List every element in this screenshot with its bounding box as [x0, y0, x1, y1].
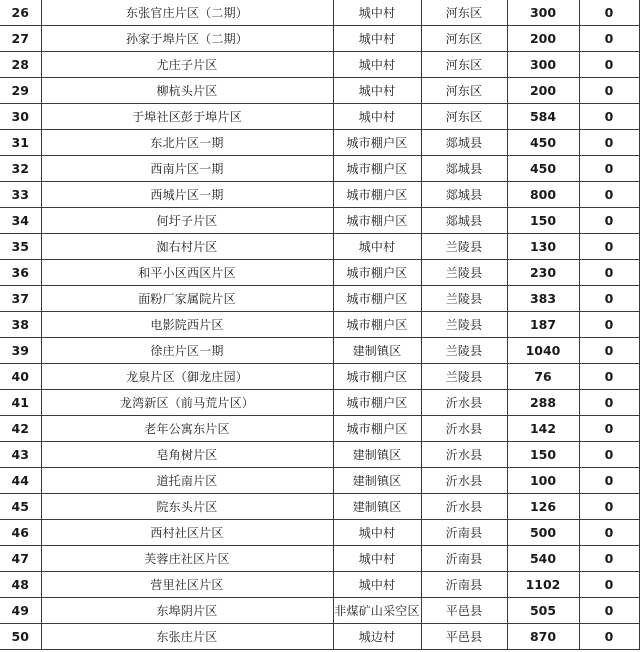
- table-row: [0, 0, 639, 26]
- table-row: [0, 234, 639, 260]
- row-number: 28: [0, 52, 41, 78]
- district: 平邑县: [421, 598, 507, 624]
- area-name: 东张庄片区: [41, 624, 333, 650]
- row-number: 45: [0, 494, 41, 520]
- area-name: 龙湾新区（前马荒片区）: [41, 390, 333, 416]
- area-name: 孙家于埠片区（二期）: [41, 26, 333, 52]
- area-type: 城中村: [333, 234, 421, 260]
- row-number: 39: [0, 338, 41, 364]
- district: 郯城县: [421, 208, 507, 234]
- district: 郯城县: [421, 182, 507, 208]
- area-type: 城市棚户区: [333, 130, 421, 156]
- households: 130: [507, 234, 579, 260]
- area-name: 西村社区片区: [41, 520, 333, 546]
- area-type: 建制镇区: [333, 468, 421, 494]
- district: 沂水县: [421, 390, 507, 416]
- area-type: 城市棚户区: [333, 156, 421, 182]
- area-type: 建制镇区: [333, 494, 421, 520]
- households: 584: [507, 104, 579, 130]
- district: 郯城县: [421, 156, 507, 182]
- area-type: 城市棚户区: [333, 260, 421, 286]
- households: 300: [507, 52, 579, 78]
- area-type: 城中村: [333, 78, 421, 104]
- count-value: 0: [579, 260, 639, 286]
- district: 沂水县: [421, 416, 507, 442]
- area-type: 城市棚户区: [333, 390, 421, 416]
- row-number: 26: [0, 0, 41, 26]
- area-type: 城中村: [333, 52, 421, 78]
- count-value: 0: [579, 598, 639, 624]
- area-type: 城中村: [333, 572, 421, 598]
- table-row: [0, 286, 639, 312]
- row-number: 32: [0, 156, 41, 182]
- table-row: [0, 130, 639, 156]
- table-row: [0, 338, 639, 364]
- row-number: 38: [0, 312, 41, 338]
- count-value: 0: [579, 520, 639, 546]
- households: 540: [507, 546, 579, 572]
- area-name: 柳杭头片区: [41, 78, 333, 104]
- households: 870: [507, 624, 579, 650]
- households: 187: [507, 312, 579, 338]
- row-number: 37: [0, 286, 41, 312]
- households: 505: [507, 598, 579, 624]
- table-row: [0, 78, 639, 104]
- row-number: 27: [0, 26, 41, 52]
- households: 76: [507, 364, 579, 390]
- count-value: 0: [579, 182, 639, 208]
- area-type: 城市棚户区: [333, 182, 421, 208]
- households: 300: [507, 0, 579, 26]
- count-value: 0: [579, 156, 639, 182]
- row-number: 49: [0, 598, 41, 624]
- row-number: 48: [0, 572, 41, 598]
- row-number: 36: [0, 260, 41, 286]
- count-value: 0: [579, 390, 639, 416]
- district: 兰陵县: [421, 312, 507, 338]
- count-value: 0: [579, 338, 639, 364]
- area-name: 尤庄子片区: [41, 52, 333, 78]
- area-name: 东张官庄片区（二期）: [41, 0, 333, 26]
- area-name: 和平小区西区片区: [41, 260, 333, 286]
- district: 河东区: [421, 26, 507, 52]
- households: 500: [507, 520, 579, 546]
- area-type: 城中村: [333, 546, 421, 572]
- count-value: 0: [579, 572, 639, 598]
- households: 1102: [507, 572, 579, 598]
- households: 100: [507, 468, 579, 494]
- row-number: 47: [0, 546, 41, 572]
- count-value: 0: [579, 208, 639, 234]
- row-number: 44: [0, 468, 41, 494]
- count-value: 0: [579, 26, 639, 52]
- district: 河东区: [421, 0, 507, 26]
- count-value: 0: [579, 494, 639, 520]
- area-type: 建制镇区: [333, 338, 421, 364]
- table-row: [0, 468, 639, 494]
- count-value: 0: [579, 468, 639, 494]
- district: 平邑县: [421, 624, 507, 650]
- count-value: 0: [579, 416, 639, 442]
- table-row: [0, 312, 639, 338]
- row-number: 42: [0, 416, 41, 442]
- row-number: 41: [0, 390, 41, 416]
- area-type: 城中村: [333, 0, 421, 26]
- area-name: 老年公寓东片区: [41, 416, 333, 442]
- table-row: [0, 598, 639, 624]
- households: 150: [507, 442, 579, 468]
- households: 200: [507, 26, 579, 52]
- households: 288: [507, 390, 579, 416]
- table-row: [0, 572, 639, 598]
- district: 兰陵县: [421, 286, 507, 312]
- area-name: 营里社区片区: [41, 572, 333, 598]
- district: 沂南县: [421, 572, 507, 598]
- count-value: 0: [579, 364, 639, 390]
- households: 230: [507, 260, 579, 286]
- row-number: 33: [0, 182, 41, 208]
- count-value: 0: [579, 546, 639, 572]
- row-number: 46: [0, 520, 41, 546]
- table-row: [0, 26, 639, 52]
- district: 沂南县: [421, 520, 507, 546]
- area-name: 龙泉片区（御龙庄园）: [41, 364, 333, 390]
- area-name: 东北片区一期: [41, 130, 333, 156]
- area-type: 非煤矿山采空区: [333, 598, 421, 624]
- area-name: 洳右村片区: [41, 234, 333, 260]
- district: 兰陵县: [421, 234, 507, 260]
- area-name: 皂角树片区: [41, 442, 333, 468]
- row-number: 31: [0, 130, 41, 156]
- row-number: 34: [0, 208, 41, 234]
- table-row: [0, 494, 639, 520]
- district: 兰陵县: [421, 364, 507, 390]
- count-value: 0: [579, 130, 639, 156]
- area-name: 西南片区一期: [41, 156, 333, 182]
- area-type: 城市棚户区: [333, 208, 421, 234]
- households: 150: [507, 208, 579, 234]
- area-type: 城市棚户区: [333, 286, 421, 312]
- table-row: [0, 208, 639, 234]
- district: 郯城县: [421, 130, 507, 156]
- table-row: [0, 182, 639, 208]
- area-name: 徐庄片区一期: [41, 338, 333, 364]
- district: 兰陵县: [421, 338, 507, 364]
- district: 河东区: [421, 78, 507, 104]
- table-row: [0, 520, 639, 546]
- area-name: 东埠阴片区: [41, 598, 333, 624]
- count-value: 0: [579, 234, 639, 260]
- row-number: 43: [0, 442, 41, 468]
- households: 800: [507, 182, 579, 208]
- count-value: 0: [579, 0, 639, 26]
- area-type: 城市棚户区: [333, 312, 421, 338]
- area-name: 西城片区一期: [41, 182, 333, 208]
- area-name: 院东头片区: [41, 494, 333, 520]
- count-value: 0: [579, 624, 639, 650]
- table-row: [0, 104, 639, 130]
- table-row: [0, 624, 639, 650]
- row-number: 30: [0, 104, 41, 130]
- area-type: 城中村: [333, 104, 421, 130]
- area-name: 面粉厂家属院片区: [41, 286, 333, 312]
- count-value: 0: [579, 78, 639, 104]
- area-type: 城市棚户区: [333, 416, 421, 442]
- area-type: 城中村: [333, 26, 421, 52]
- households: 126: [507, 494, 579, 520]
- district: 沂水县: [421, 494, 507, 520]
- area-name: 芙蓉庄社区片区: [41, 546, 333, 572]
- table-row: [0, 442, 639, 468]
- row-number: 35: [0, 234, 41, 260]
- district: 河东区: [421, 104, 507, 130]
- table-row: [0, 546, 639, 572]
- table-row: [0, 260, 639, 286]
- table-row: [0, 156, 639, 182]
- count-value: 0: [579, 442, 639, 468]
- table-row: [0, 364, 639, 390]
- row-number: 40: [0, 364, 41, 390]
- households: 383: [507, 286, 579, 312]
- households: 450: [507, 156, 579, 182]
- table-row: [0, 390, 639, 416]
- area-type: 建制镇区: [333, 442, 421, 468]
- row-number: 50: [0, 624, 41, 650]
- households: 450: [507, 130, 579, 156]
- area-type: 城边村: [333, 624, 421, 650]
- area-name: 何圩子片区: [41, 208, 333, 234]
- district: 沂水县: [421, 468, 507, 494]
- count-value: 0: [579, 52, 639, 78]
- area-type: 城中村: [333, 520, 421, 546]
- count-value: 0: [579, 286, 639, 312]
- area-name: 电影院西片区: [41, 312, 333, 338]
- district: 沂水县: [421, 442, 507, 468]
- households: 1040: [507, 338, 579, 364]
- households: 142: [507, 416, 579, 442]
- count-value: 0: [579, 312, 639, 338]
- count-value: 0: [579, 104, 639, 130]
- area-type: 城市棚户区: [333, 364, 421, 390]
- households: 200: [507, 78, 579, 104]
- district: 兰陵县: [421, 260, 507, 286]
- table-row: [0, 416, 639, 442]
- district: 河东区: [421, 52, 507, 78]
- table-row: [0, 52, 639, 78]
- district: 沂南县: [421, 546, 507, 572]
- area-name: 道托南片区: [41, 468, 333, 494]
- area-name: 于埠社区彭于埠片区: [41, 104, 333, 130]
- row-number: 29: [0, 78, 41, 104]
